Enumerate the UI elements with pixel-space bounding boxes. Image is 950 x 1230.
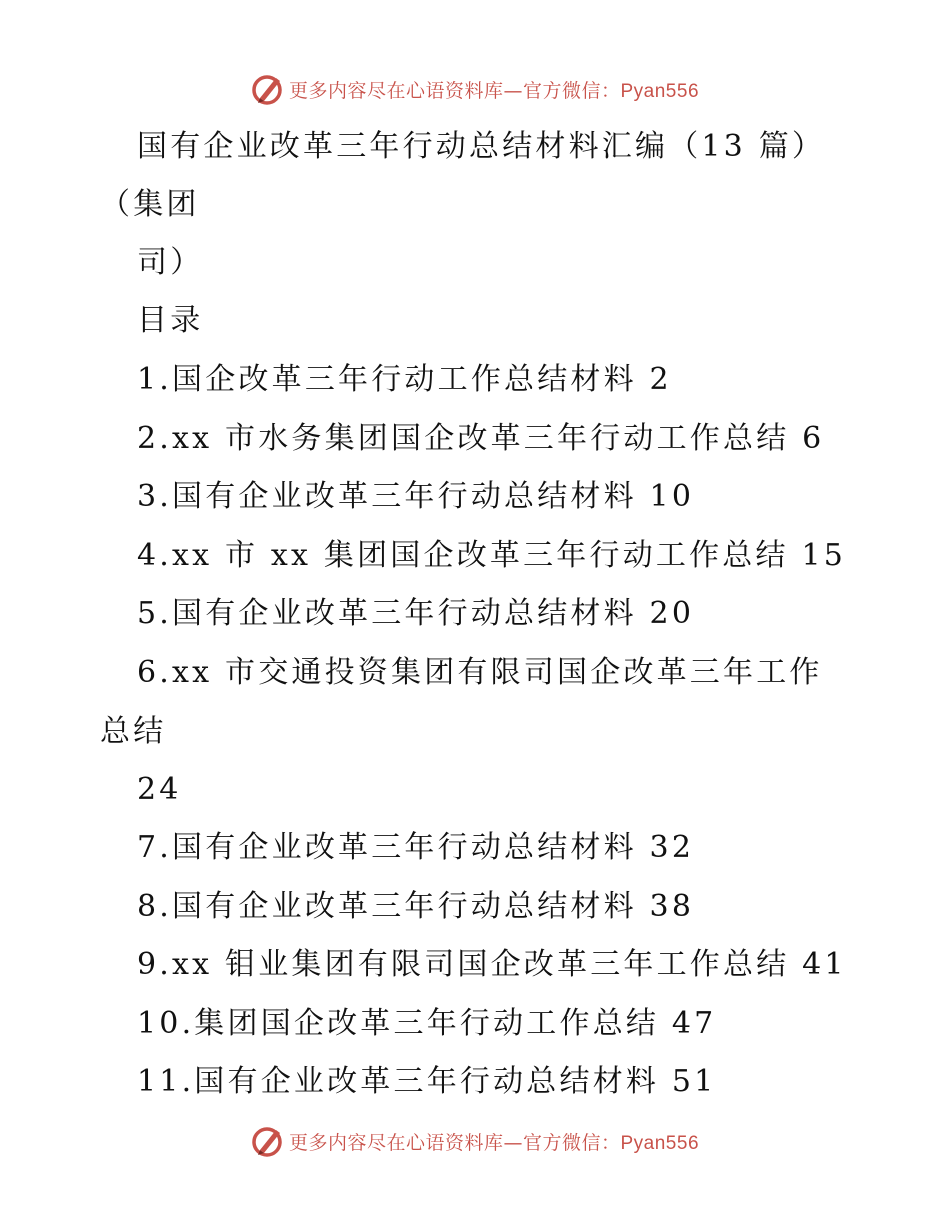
toc-heading: 目录 [137,303,204,338]
watermark-footer [0,1124,950,1158]
watermark-text: 更多内容尽在心语资料库—官方微信：Pyan556 [288,79,700,102]
toc-entry: 7.国有企业改革三年行动总结材料 32 [137,830,695,865]
toc-entry-page: 24 [137,772,182,807]
watermark-text: 更多内容尽在心语资料库—官方微信：Pyan556 [288,1131,700,1154]
toc-entry: 11.国有企业改革三年行动总结材料 51 [137,1064,717,1099]
toc-entry: 2.xx 市水务集团国企改革三年行动工作总结 6 [137,421,825,456]
toc-entry: 8.国有企业改革三年行动总结材料 38 [137,889,695,924]
pen-logo-icon [251,72,285,106]
document-title: 国有企业改革三年行动总结材料汇编（13 篇） [137,129,826,164]
toc-entry: 3.国有企业改革三年行动总结材料 10 [137,479,695,514]
toc-entry: 10.集团国企改革三年行动工作总结 47 [137,1006,717,1041]
toc-entry: 6.xx 市交通投资集团有限司国企改革三年工作 [137,655,823,690]
document-title-end: 司） [137,245,204,280]
toc-entry: 1.国企改革三年行动工作总结材料 2 [137,362,672,397]
document-title-continued: （集团 [100,187,200,222]
watermark-header [0,72,950,106]
toc-entry: 9.xx 钼业集团有限司国企改革三年工作总结 41 [137,947,847,982]
toc-entry: 4.xx 市 xx 集团国企改革三年行动工作总结 15 [137,538,847,573]
toc-entry: 5.国有企业改革三年行动总结材料 20 [137,596,695,631]
toc-entry-wrap: 总结 [100,714,167,749]
pen-logo-icon [251,1124,285,1158]
